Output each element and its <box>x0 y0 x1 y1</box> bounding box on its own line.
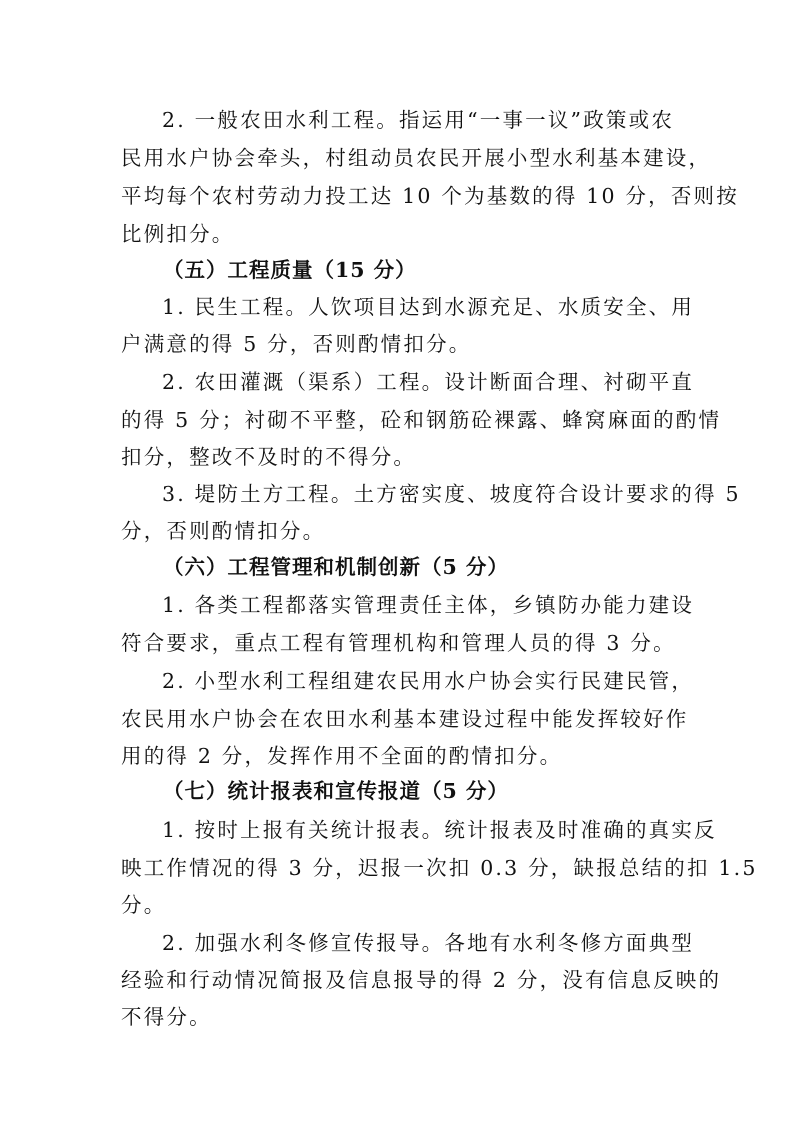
paragraph-line: 2. 加强水利冬修宣传报导。各地有水利冬修方面典型 <box>162 931 695 955</box>
paragraph-line: 不得分。 <box>121 1005 212 1029</box>
section-heading: （六）工程管理和机制创新（5 分） <box>163 555 509 579</box>
paragraph-line: 的得 5 分；衬砌不平整，砼和钢筋砼裸露、蜂窝麻面的酌情 <box>121 408 722 432</box>
paragraph-line: 民用水户协会牵头，村组动员农民开展小型水利基本建设， <box>121 146 712 170</box>
paragraph-line: 分，否则酌情扣分。 <box>121 519 326 543</box>
paragraph-line: 扣分，整改不及时的不得分。 <box>121 445 417 469</box>
paragraph-line: 经验和行动情况简报及信息报导的得 2 分，没有信息反映的 <box>121 968 722 992</box>
paragraph-line: 农民用水户协会在农田水利基本建设过程中能发挥较好作 <box>121 707 689 731</box>
paragraph-line: 3. 堤防土方工程。土方密实度、坡度符合设计要求的得 5 <box>162 482 741 506</box>
paragraph-line: 映工作情况的得 3 分，迟报一次扣 0.3 分，缺报总结的扣 1.5 <box>121 856 758 880</box>
paragraph-line: 2. 一般农田水利工程。指运用“一事一议”政策或农 <box>162 108 675 132</box>
paragraph-line: 符合要求，重点工程有管理机构和管理人员的得 3 分。 <box>121 631 676 655</box>
paragraph-line: 户满意的得 5 分，否则酌情扣分。 <box>121 332 472 356</box>
paragraph-line: 2. 农田灌溉（渠系）工程。设计断面合理、衬砌平直 <box>162 370 695 394</box>
paragraph-line: 用的得 2 分，发挥作用不全面的酌情扣分。 <box>121 744 563 768</box>
paragraph-line: 比例扣分。 <box>121 222 235 246</box>
section-heading: （五）工程质量（15 分） <box>163 258 417 282</box>
paragraph-line: 平均每个农村劳动力投工达 10 个为基数的得 10 分，否则按 <box>121 184 739 208</box>
paragraph-line: 2. 小型水利工程组建农民用水户协会实行民建民管， <box>162 669 695 693</box>
paragraph-line: 1. 民生工程。人饮项目达到水源充足、水质安全、用 <box>162 295 695 319</box>
paragraph-line: 1. 按时上报有关统计报表。统计报表及时准确的真实反 <box>162 818 717 842</box>
paragraph-line: 1. 各类工程都落实管理责任主体，乡镇防办能力建设 <box>162 593 695 617</box>
paragraph-line: 分。 <box>121 893 167 917</box>
section-heading: （七）统计报表和宣传报道（5 分） <box>163 779 509 803</box>
